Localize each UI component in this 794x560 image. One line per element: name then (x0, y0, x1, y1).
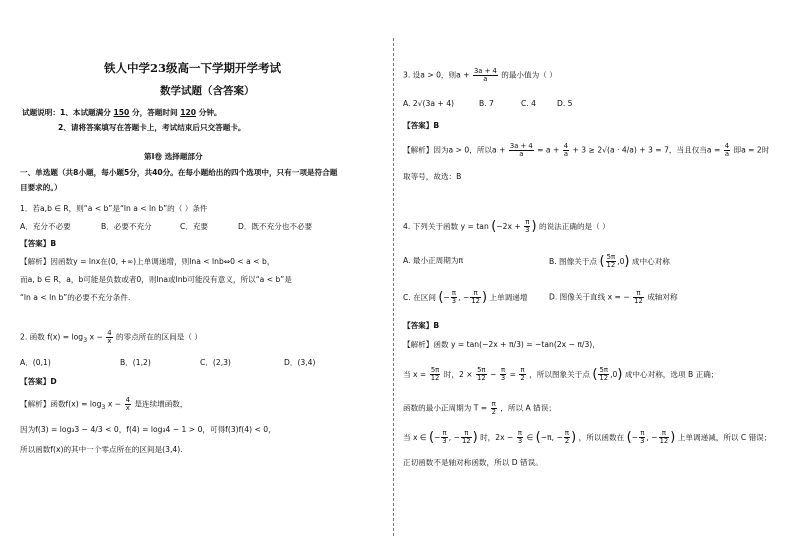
q2-explanation-2: 因为f(3) = log₃3 − 4/3 < 0，f(4) = log₃4 − 1 > 0，可得f(3)f(4) < 0， (20, 425, 276, 434)
q3-explanation-2: 取等号，故选：B (403, 172, 462, 181)
q2-explanation-1: 【解析】函数$f(x) = \log_3 x$ − $\frac{4}{x}$ 是连续增函数， (20, 396, 188, 413)
q4-option-d: D. 图像关于直线 x = − $\frac{\pi}{12}$ 成轴对称 (549, 289, 678, 306)
q2-option-c: C．(2,3) (200, 358, 231, 367)
q3-stem-fraction: $\frac{3a + 4}{a}$ (473, 67, 497, 84)
q1-option-b: B．必要不充分 (101, 222, 152, 231)
q3-option-a: A. 2√(3a + 4) (403, 99, 454, 108)
exam-subtitle: 数学试题（含答案） (160, 85, 255, 97)
q4-option-a: A. 最小正周期为π (403, 256, 464, 265)
q4-explanation-5: 正切函数不是轴对称函数，所以 D 错误。 (403, 458, 543, 467)
q4-answer: 【答案】B (403, 321, 440, 330)
exam-note-1: 试题说明：1、本试题满分 150 分，答题时间 120 分钟。 (22, 108, 222, 117)
section-title: 第Ⅰ卷 选择题部分 (144, 152, 203, 161)
q2-option-d: D．(3,4) (284, 358, 316, 367)
score-value: 150 (113, 108, 130, 117)
left-column (20, 0, 388, 560)
q1-stem: 1．若a,b ∈ R，则“a < b”是“ln a < ln b”的（ ）条件 (20, 204, 208, 213)
q2-answer: 【答案】D (20, 377, 57, 386)
q3-option-b: B. 7 (479, 99, 494, 108)
q3-explanation-1: 【解析】因为a > 0，所以a + $\frac{3a + 4}{a}$ = a + $\frac{4}{a}$ + 3 ≥ 2√(a · 4/a) + 3 = 7，当且仅当a = $\frac{4}{a}$ 即a = 2时 (403, 142, 770, 159)
exam-title: 铁人中学23级高一下学期开学考试 (104, 61, 282, 75)
q4-explanation-1: 【解析】函数 y = tan(−2x + π/3) = −tan(2x − π/3)， (403, 340, 600, 349)
q2-stem-fraction: $\frac{4}{x}$ (107, 329, 112, 346)
q4-stem: 4. 下列关于函数 y = tan (−2x + $\frac{\pi}{3}$ ) 的说法正确的是（ ） (403, 218, 610, 235)
right-column (403, 0, 778, 560)
section-intro-line2: 目要求的。） (20, 183, 62, 192)
q1-explanation-2: 而a, b ∈ R，a，b可能是负数或者0，则lna或lnb可能没有意义，所以“a < b”是 (20, 275, 292, 284)
q4-option-c: C. 在区间 (− $\frac{\pi}{3}$ , − $\frac{\pi}{12}$ ) 上单调递增 (403, 289, 528, 306)
q2-option-a: A．(0,1) (20, 358, 51, 367)
q3-option-d: D. 5 (557, 99, 573, 108)
q4-option-b: B. 图像关于点 ( $\frac{5\pi}{12}$ ,0) 成中心对称 (549, 253, 670, 270)
q3-option-c: C. 4 (521, 99, 536, 108)
q1-explanation-3: “ln a < ln b”的必要不充分条件. (20, 293, 131, 302)
q2-stem: 2. 函数 $f(x) = \log_3 x$ − $\frac{4}{x}$ 的零点所在的区间是（ ） (20, 329, 202, 346)
section-intro-line1: 一、单选题（共8小题，每小题5分，共40分。在每小题给出的四个选项中，只有一项是符合题 (20, 168, 338, 177)
q2-explanation-3: 所以函数f(x)的其中一个零点所在的区间是(3,4). (20, 445, 183, 454)
q1-option-c: C．充要 (180, 222, 209, 231)
q2-option-b: B．(1,2) (120, 358, 151, 367)
time-value: 120 (180, 108, 197, 117)
q1-option-a: A．充分不必要 (20, 222, 71, 231)
column-divider (393, 38, 394, 536)
q3-stem: 3. 设a > 0，则a + $\frac{3a + 4}{a}$ 的最小值为（ ） (403, 67, 557, 84)
q4-explanation-4: 当 x ∈ (− $\frac{\pi}{3}$ , − $\frac{\pi}{12}$ ) 时，2x − $\frac{\pi}{3}$ ∈ (−π, − $\frac{\pi}{2}$ ) ，所以函数在 (− $\frac{\pi}{3}$ , − $\frac{\pi}{12}$ ) 上单调递减，所以 C 错误； (403, 429, 772, 446)
q4-explanation-2: 当 x = $\frac{5\pi}{12}$ 时，2 × $\frac{5\pi}{12}$ − $\frac{\pi}{3}$ = $\frac{\pi}{2}$ ，所以图象关于点 ( $\frac{5\pi}{12}$ ,0) 成中心对称，选项 B 正确； (403, 366, 719, 383)
q1-answer: 【答案】B (20, 239, 57, 248)
q1-option-d: D．既不充分也不必要 (238, 222, 313, 231)
q2-explanation-fraction: $\frac{4}{x}$ (125, 396, 130, 413)
q3-answer: 【答案】B (403, 121, 440, 130)
exam-note-2: 2、请将答案填写在答题卡上，考试结束后只交答题卡。 (58, 123, 246, 132)
q4-explanation-3: 函数的最小正周期为 T = $\frac{\pi}{2}$ ，所以 A 错误； (403, 400, 556, 417)
q1-explanation-1: 【解析】因函数y = lnx在(0, +∞)上单调递增，则lna < lnb⇔0 < a < b， (20, 257, 275, 266)
